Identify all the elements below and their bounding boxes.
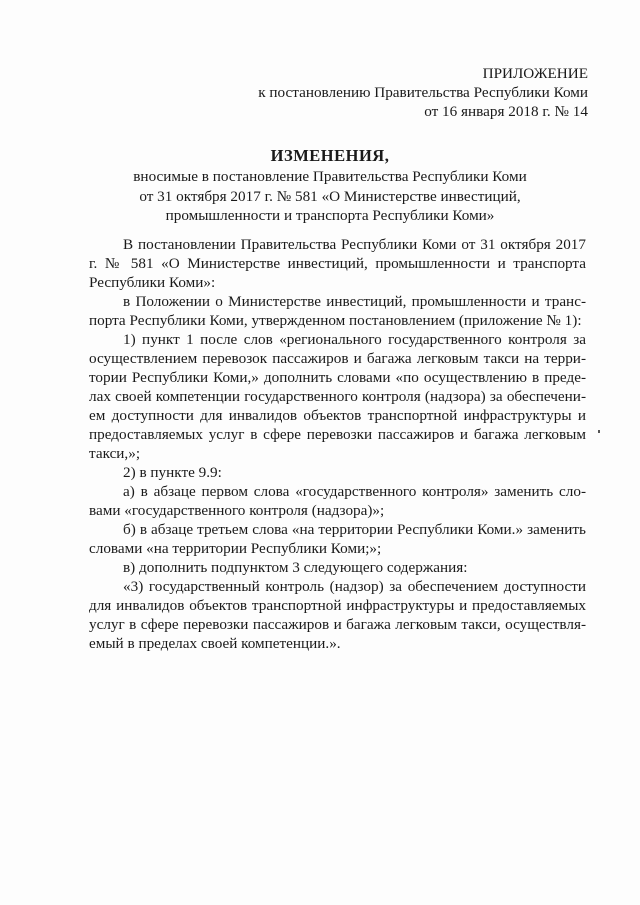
paragraph-item-2a: а) в абзаце первом слова «государственного контроля» заменить словами «государственного контроля (надзора)»; — [89, 483, 586, 519]
document-subtitle-line-1: вносимые в постановление Правительства Республики Коми — [133, 168, 527, 185]
document-subtitle-line-3: промышленности и транспорта Республики Коми» — [165, 207, 495, 224]
document-body — [89, 235, 586, 653]
document-title: ИЗМЕНЕНИЯ, — [270, 146, 390, 165]
paragraph-intro: В постановлении Правительства Республики Коми от 31 октября 2017 г. № 581 «О Министерстве инвестиций, промышленности и транспорта Республики Коми»: — [89, 236, 586, 291]
paragraph-item-2: 2) в пункте 9.9: — [123, 464, 222, 481]
scan-speck — [598, 430, 600, 433]
paragraph-item-2b: б) в абзаце третьем слова «на территории Республики Коми.» заменить словами «на территории Республики Коми;»; — [89, 521, 586, 557]
paragraph-new-subitem-3: «3) государственный контроль (надзор) за обеспечением доступности для инвалидов объектов транспортной инфраструктуры и предоставляемых услуг в сфере перевозки пассажиров и багажа легковым такси, осуществляемый в пределах своей компетенции.». — [89, 578, 586, 652]
appendix-label: ПРИЛОЖЕНИЕ — [482, 65, 588, 82]
paragraph-regulation: в Положении о Министерстве инвестиций, промышленности и транспорта Республики Коми, утвержденном постановлением (приложение № 1): — [89, 293, 586, 329]
paragraph-item-1: 1) пункт 1 после слов «регионального государственного контроля за осуществлением перевозок пассажиров и багажа легковым такси на территории Республики Коми,» дополнить словами «по осуществлению в пределах своей компетенции государственного контроля (надзора) за обеспечением доступности для инвалидов объектов транспортной инфраструктуры и предоставляемых услуг в сфере перевозки пассажиров и багажа легковым такси,»; — [89, 331, 586, 462]
appendix-reference: к постановлению Правительства Республики Коми — [258, 84, 588, 101]
document-subtitle-line-2: от 31 октября 2017 г. № 581 «О Министерстве инвестиций, — [139, 187, 521, 205]
title-block — [60, 145, 600, 226]
appendix-date: от 16 января 2018 г. № 14 — [424, 103, 588, 120]
paragraph-item-2c: в) дополнить подпунктом 3 следующего содержания: — [123, 559, 468, 576]
appendix-block — [228, 64, 588, 121]
